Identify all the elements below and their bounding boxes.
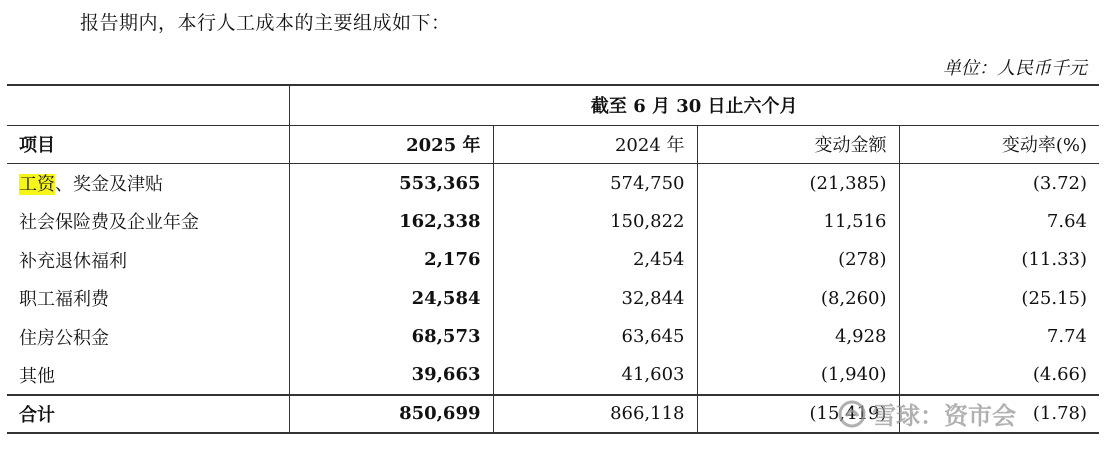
total-label: 合计 (19, 404, 55, 426)
cell-2025: 68,573 (289, 318, 493, 357)
col-header-change-rate: 变动率(%) (899, 125, 1099, 164)
cell-change: (8,260) (697, 279, 899, 318)
total-rate: (1.78) (899, 395, 1099, 434)
labor-cost-table (7, 84, 1099, 434)
cell-change: 11,516 (697, 202, 899, 241)
period-header: 截至 6 月 30 日止六个月 (289, 85, 1099, 125)
cell-rate: (3.72) (899, 164, 1099, 203)
row-label: 补充退休福利 (19, 250, 127, 272)
row-label (7, 164, 289, 203)
row-label: 其他 (19, 365, 55, 387)
col-header-2025: 2025 年 (289, 125, 493, 164)
col-header-item: 项目 (7, 125, 289, 164)
cell-2024: 63,645 (493, 318, 697, 357)
watermark (838, 396, 1016, 431)
watermark-text: 雪球：资市会 (872, 402, 1016, 430)
table-row (7, 279, 1099, 318)
cell-change: 4,928 (697, 318, 899, 357)
col-header-change-amount: 变动金额 (697, 125, 899, 164)
cell-2025: 553,365 (289, 164, 493, 203)
cell-2025: 2,176 (289, 241, 493, 280)
cell-rate: 7.64 (899, 202, 1099, 241)
unit-label: 单位：人民币千元 (943, 58, 1087, 79)
cell-2024: 41,603 (493, 356, 697, 395)
cell-2024: 32,844 (493, 279, 697, 318)
table-row (7, 318, 1099, 357)
row-label: 职工福利费 (19, 289, 109, 311)
cell-rate: (4.66) (899, 356, 1099, 395)
table-row (7, 356, 1099, 395)
total-2024: 866,118 (493, 395, 697, 434)
cell-change: (278) (697, 241, 899, 280)
cell-rate: (11.33) (899, 241, 1099, 280)
intro-text: 报告期内，本行人工成本的主要组成如下： (80, 12, 451, 34)
col-header-2024: 2024 年 (493, 125, 697, 164)
table-row (7, 164, 1099, 203)
column-header-row (7, 125, 1099, 164)
table-row (7, 241, 1099, 280)
snowball-logo-icon (838, 400, 866, 428)
row-label: 社会保险费及企业年金 (19, 212, 199, 234)
row-label: 住房公积金 (19, 327, 109, 349)
cell-2024: 2,454 (493, 241, 697, 280)
period-header-row (7, 85, 1099, 125)
cell-2025: 39,663 (289, 356, 493, 395)
cell-2025: 24,584 (289, 279, 493, 318)
total-2025: 850,699 (289, 395, 493, 434)
cell-rate: 7.74 (899, 318, 1099, 357)
blank-header-cell (7, 85, 289, 125)
row-label-rest: 、奖金及津贴 (55, 174, 163, 195)
cell-2025: 162,338 (289, 202, 493, 241)
cell-2024: 150,822 (493, 202, 697, 241)
highlighted-text: 工资 (19, 174, 55, 195)
total-change: (15,419) (697, 395, 899, 434)
table-row (7, 202, 1099, 241)
cell-2024: 574,750 (493, 164, 697, 203)
cell-rate: (25.15) (899, 279, 1099, 318)
cell-change: (1,940) (697, 356, 899, 395)
cell-change: (21,385) (697, 164, 899, 203)
